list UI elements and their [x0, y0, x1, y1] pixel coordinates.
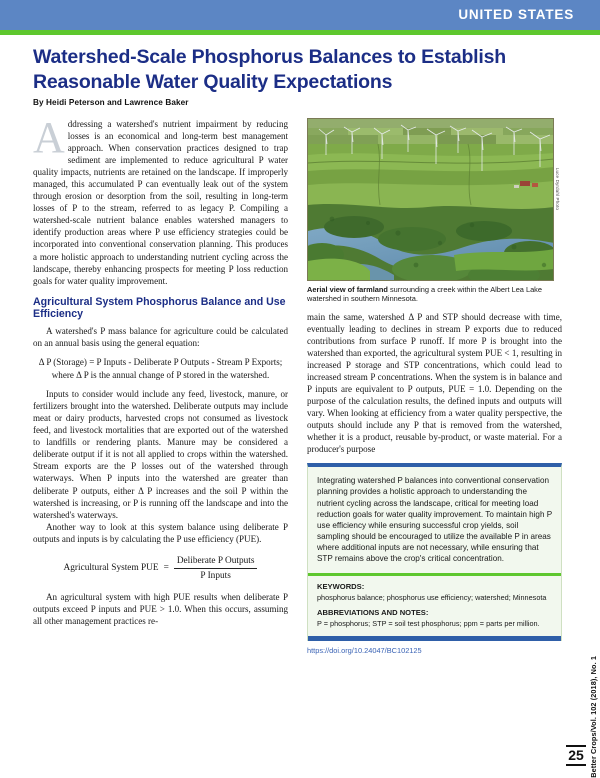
photo-credit: Luce Dyrdahl Photo [555, 167, 560, 210]
keywords-value: phosphorus balance; phosphorus use efficiency; watershed; Minnesota [317, 592, 547, 602]
abbreviations-value: P = phosphorus; STP = soil test phosphorus; ppm = parts per million. [317, 618, 540, 628]
journal-issue-rail: Better Crops/Vol. 102 (2018), No. 1 [589, 656, 598, 778]
header-region-label: UNITED STATES [458, 7, 574, 22]
photo-figure [307, 118, 562, 281]
equation-pue-operator: = [163, 563, 169, 574]
paragraph-high-pue: An agricultural system with high PUE results when deliberate P outputs exceed P inputs and PUE > 1.0. When this occurs, assuming all other management practices re- [33, 591, 288, 626]
left-text-column [33, 113, 288, 627]
equation-pue-label: Agricultural System PUE [63, 563, 159, 574]
keywords-label: KEYWORDS: [317, 582, 365, 592]
lead-paragraph [33, 113, 288, 287]
equation-pue-denominator: P Inputs [200, 570, 231, 581]
article-byline: By Heidi Peterson and Lawrence Baker [33, 98, 189, 107]
abbreviations-label: ABBREVIATIONS AND NOTES: [317, 608, 429, 618]
page-number-rule-bottom [566, 764, 586, 766]
aerial-farmland-photo [307, 118, 554, 281]
page-number: 25 [568, 747, 584, 763]
right-text-column [307, 118, 562, 657]
doi-link[interactable]: https://doi.org/10.24047/BC102125 [307, 645, 422, 655]
photo-caption-rest: surrounding a creek within the Albert Lea Lake watershed in southern Minnesota. [307, 285, 542, 304]
equation-pue-numerator: Deliberate P Outputs [174, 555, 258, 569]
paragraph-intro: ddressing a watershed's nutrient impairment by reducing losses is an economical and long-term best management approach. When conservation practices designed to trap sediment are implemented to reduce agricultural P water quality impacts, nutrients are retained on the landscape. If improperly managed, this accumulated P can eventually leak out of the system through erosion or desorption from the soil, resulting in long-term losses of P to the stream, referred to as legacy P. Compiling a watershed-scale nutrient balance enables watershed managers to identify production areas where P use efficiency strategies could be incorporated into conventional conservation planning. This produces a more holistic approach to understanding nutrient cycling across the landscape, thereby enhancing prospects for meeting P loss reduction goals for water quality improvement. [33, 119, 288, 286]
header-green-rule [0, 30, 600, 35]
paragraph-mass-balance: A watershed's P mass balance for agriculture could be calculated on an annual basis using the general equation: [33, 326, 288, 349]
section-heading-agricultural-balance: Agricultural System Phosphorus Balance and Use Efficiency [33, 295, 286, 321]
summary-keywords-box [307, 463, 562, 640]
article-metadata [308, 576, 561, 635]
equation-pue-fraction [174, 555, 258, 582]
article-title: Watershed-Scale Phosphorus Balances to Establish Reasonable Water Quality Expectations [33, 46, 506, 93]
summary-blue-footer-bar [308, 636, 561, 641]
paragraph-stp-decline: main the same, watershed Δ P and STP should decrease with time, eventually leading to declines in stream P exports due to reduced contributions from surface P runoff. If more P is brought into the watershed than exported, the agricultural system PUE < 1, resulting in increased P storage and STP concentrations, which could lead to increased stream P concentrations. When the system is in balance and P inputs are equivalent to P outputs, PUE = 1.0. Depending on the purpose of the calculation results, the defined inputs and outputs will vary. When looking at efficiency from a water quality perspective, the outputs should include any P that is removed from the watershed, whether it is a product, reusable by-product, or waste material. For a producer's purpose [307, 311, 562, 455]
summary-text: Integrating watershed P balances into conventional conservation planning provides a holistic approach to understanding the nutrient cycling across the landscape, critical for meeting load reduction goals for water quality improvement. To maintain high P use efficiency while ensuring successful crop yields, soil sampling should be encouraged to utilize the available P in areas where additional inputs are not necessary, while ensuring that STP remains above the crop's critical concentration. [317, 476, 552, 564]
photo-caption-lead: Aerial view of farmland [307, 285, 388, 294]
photo-caption [307, 285, 554, 304]
paragraph-inputs-outputs: Inputs to consider would include any feed, livestock, manure, or fertilizers brought into the watershed. Deliberate outputs may include meat or dairy products, harvested crops not consumed as livestock feed, and livestock mortalities that are exported out of the watershed to landfills or rendering plants. Manure may be considered a deliberate output if it is not all applied to crops within the watershed. Stream exports are the P losses out of the watershed through waterways. When P inputs into the watershed are greater than deliberate P outputs, either Δ P increases and the soil P within the watershed is increasing, or P is running off the landscape and into the watershed's waterways. [33, 389, 288, 520]
equation-p-storage: Δ P (Storage) = P Inputs - Deliberate P Outputs - Stream P Exports; where Δ P is the annual change of P stored in the watershed. [38, 357, 283, 380]
drop-cap-letter: A [33, 113, 65, 162]
paragraph-pue-intro: Another way to look at this system balance using deliberate P outputs and inputs is by calculating the P use efficiency (PUE). [33, 521, 288, 544]
page-number-block [564, 745, 588, 766]
equation-pue [33, 555, 288, 582]
